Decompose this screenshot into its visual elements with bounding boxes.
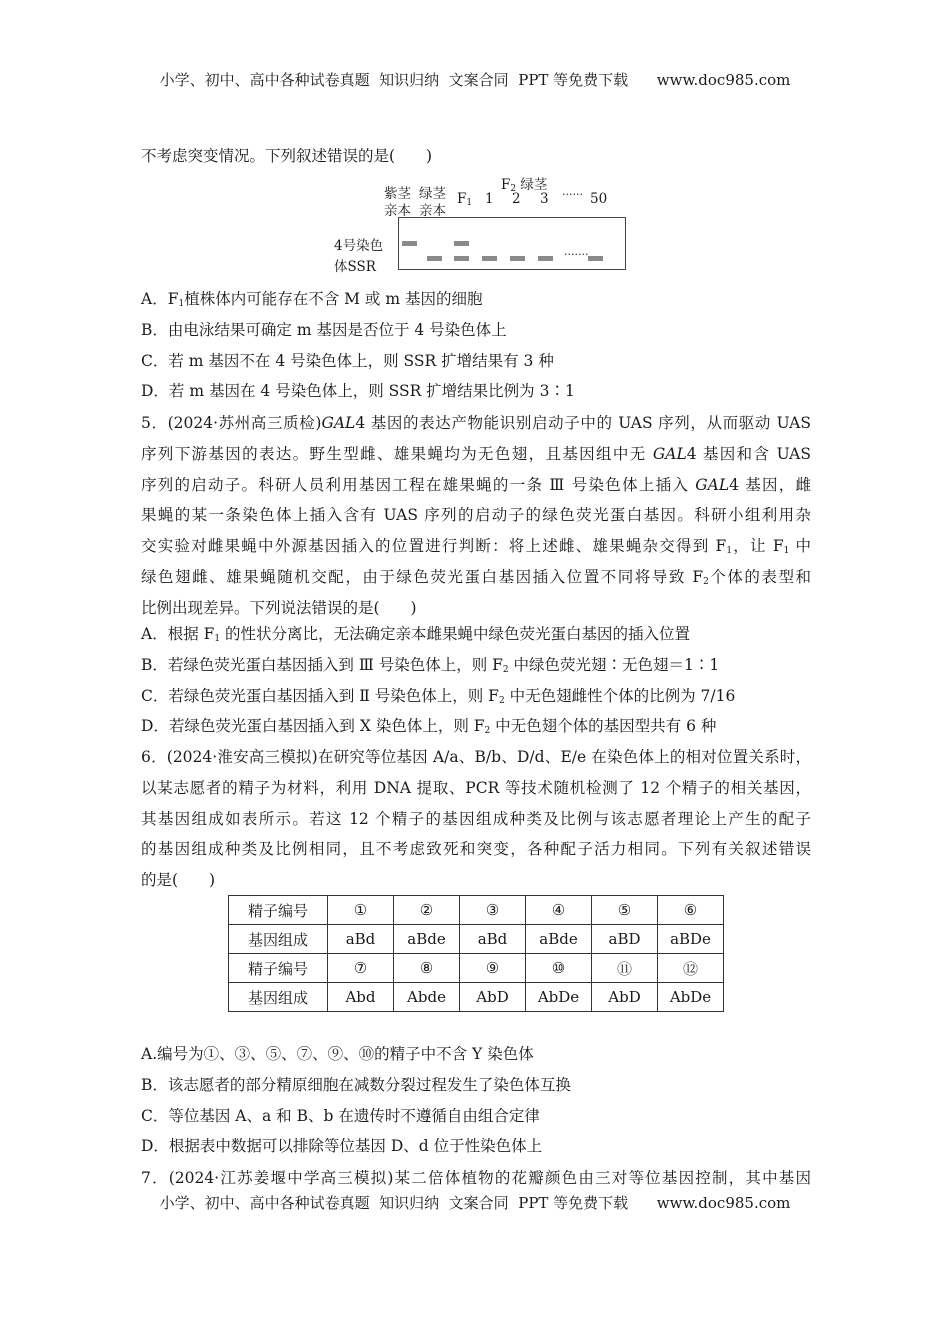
q4-intro-line [141,146,811,166]
table-cell: AbDe [526,983,592,1012]
text: A.编号为①、③、⑤、⑦、⑨、⑩的精子中不含 Y 染色体 [141,1045,534,1063]
subscript: 1 [178,299,185,309]
table-cell: ⑩ [526,954,592,983]
text: 4 基因和含 UAS [686,444,811,463]
text: B．若绿色荧光蛋白基因插入到 Ⅲ 号染色体上，则 F [141,655,503,674]
q5-option-line [141,655,811,675]
table-cell: ⑪ [592,954,658,983]
f2-sub: 2 [510,184,517,194]
text: D．根据表中数据可以排除等位基因 D、d 位于性染色体上 [141,1137,543,1156]
table-cell: ④ [526,896,592,925]
table-cell: aBDe [658,925,724,954]
q4-option-line [141,381,811,401]
band-f2-1 [482,256,497,261]
table-cell: Abde [394,983,460,1012]
table-cell: AbDe [658,983,724,1012]
subscript: 2 [498,695,505,706]
lane-label-3: 3 [540,191,549,207]
text: 不考虑突变情况。下列叙述错误的是( ) [141,147,433,165]
q4-option-line [141,351,811,371]
table-cell: aBde [526,925,592,954]
text: 中绿色荧光翅∶无色翅＝1∶1 [508,655,720,674]
table-cell: ① [328,896,394,925]
q5-option-line [141,716,811,736]
text: 的性状分离比，无法确定亲本雌果蝇中绿色荧光蛋白基因的插入位置 [220,625,691,643]
text: 的是( ) [141,871,216,890]
row-header: 基因组成 [229,983,328,1012]
q6-option-line [141,1075,811,1095]
table-cell: ② [394,896,460,925]
gel-frame [398,217,626,270]
q6-option-line [141,1136,811,1156]
f1-letter: F [457,191,467,207]
f2-letter: F [501,177,511,193]
table-row [229,925,724,954]
sperm-gene-table [228,895,724,1012]
q6-stem-line [141,809,811,829]
text: 交实验对雌果蝇中外源基因插入的位置进行判断：将上述雌、雄果蝇杂交得到 F [141,537,727,556]
q5-stem-line [141,475,811,495]
text: 个体的表型和 [708,568,811,586]
lane-label-f1 [457,191,472,207]
page-header: 小学、初中、高中各种试卷真题 知识归纳 文案合同 PPT 等免费下载 www.doc985.com [159,71,791,89]
band-f2-3 [538,256,553,261]
lane-label-dots: ······ [562,188,583,201]
lane-label-1: 1 [485,191,494,207]
text: A．F [141,290,179,308]
table-row [229,983,724,1012]
italic-gene-name: GAL [652,444,687,463]
table-cell: ⑥ [658,896,724,925]
table-cell: ⑤ [592,896,658,925]
lane-label-green: 绿茎 [419,186,446,202]
q5-stem-line [141,413,811,433]
band-dots: ······· [564,248,589,261]
text: 中无色翅个体的基因型共有 6 种 [490,717,717,736]
table-row [229,896,724,925]
q5-option-line [141,686,811,706]
subscript: 2 [484,726,491,737]
row-label-1: 4号染色 [334,238,384,254]
subscript: 1 [783,546,790,557]
table-cell: aBd [460,925,526,954]
table-row [229,954,724,983]
table-cell: aBD [592,925,658,954]
text: 的基因组成种类及比例相同，且不考虑致死和突变，各种配子活力相同。下列有关叙述错误 [141,840,811,859]
text: 植株体内可能存在不含 M 或 m 基因的细胞 [184,290,483,308]
band-f2-2 [510,256,525,261]
text: 6．(2024·淮安高三模拟)在研究等位基因 A/a、B/b、D/d、E/e 在染色体上的相对位置关系时， [141,748,811,766]
f1-sub: 1 [466,198,473,208]
subscript: 2 [703,577,709,587]
page-footer: 小学、初中、高中各种试卷真题 知识归纳 文案合同 PPT 等免费下载 www.doc985.com [159,1194,791,1212]
text: D．若 m 基因在 4 号染色体上，则 SSR 扩增结果比例为 3∶1 [141,382,575,401]
row-header: 精子编号 [229,954,328,983]
text: C．若 m 基因不在 4 号染色体上，则 SSR 扩增结果有 3 种 [141,351,554,370]
q4-option-line [141,320,811,340]
lane-label-purple-parent: 亲本 [384,203,411,219]
table-cell: AbD [592,983,658,1012]
subscript: 1 [214,634,221,644]
q6-stem-line [141,839,811,859]
text: 序列的启动子。科研人员利用基因工程在雄果蝇的一条 Ⅲ 号染色体上插入 [141,475,696,494]
subscript: 2 [502,664,509,675]
table-cell: Abd [328,983,394,1012]
text: 其基因组成如表所示。若这 12 个精子的基因组成种类及比例与该志愿者理论上产生的配子 [141,809,811,828]
table-cell: ⑨ [460,954,526,983]
f2-title [501,173,547,193]
band-purple-upper [402,241,417,246]
text: C．若绿色荧光蛋白基因插入到 Ⅱ 号染色体上，则 F [141,686,499,705]
row-label-2: 体SSR [334,259,376,275]
text: 序列下游基因的表达。野生型雌、雄果蝇均为无色翅，且基因组中无 [141,444,653,463]
q5-stem-line [141,444,811,464]
band-f1-lower [454,256,469,261]
text: D．若绿色荧光蛋白基因插入到 X 染色体上，则 F [141,717,485,736]
table-cell: AbD [460,983,526,1012]
lane-label-2: 2 [512,191,521,207]
lane-label-purple: 紫茎 [384,186,411,202]
q5-stem-line [141,598,811,618]
subscript: 1 [726,546,733,557]
table-cell: ⑧ [394,954,460,983]
text: 4 基因，雌 [729,475,811,494]
text: 5．(2024·苏州高三质检) [141,414,322,432]
text: 以某志愿者的精子为材料，利用 DNA 提取、PCR 等技术随机检测了 12 个精子的相关基因， [141,778,811,797]
q5-stem-line [141,567,811,587]
lane-label-50: 50 [590,191,608,207]
lane-label-green-parent: 亲本 [419,203,446,219]
row-header: 基因组成 [229,925,328,954]
text: 7．(2024·江苏姜堰中学高三模拟)某二倍体植物的花瓣颜色由三对等位基因控制，其中基因 [141,1169,811,1187]
text: ，让 F [732,537,784,556]
text: 果蝇的某一条染色体上插入含有 UAS 序列的启动子的绿色荧光蛋白基因。科研小组利用杂 [141,506,811,525]
text: C．等位基因 A、a 和 B、b 在遗传时不遵循自由组合定律 [141,1106,540,1125]
q5-stem-line [141,505,811,525]
text: 比例出现差异。下列说法错误的是( ) [141,598,417,617]
text: 4 基因的表达产物能识别启动子中的 UAS 序列，从而驱动 UAS [355,414,811,432]
band-green-lower [427,256,442,261]
q6-stem-line [141,747,811,767]
band-f1-upper [454,241,469,246]
q4-option-line [141,289,811,309]
italic-gene-name: GAL [321,414,356,432]
text: B．该志愿者的部分精原细胞在减数分裂过程发生了染色体互换 [141,1075,571,1094]
row-header: 精子编号 [229,896,328,925]
electrophoresis-diagram [330,170,630,275]
italic-gene-name: GAL [695,475,730,494]
text: 中无色翅雌性个体的比例为 7/16 [504,686,736,705]
q6-stem-line [141,870,811,890]
q5-stem-line [141,536,811,556]
text: 绿色翅雌、雄果蝇随机交配，由于绿色荧光蛋白基因插入位置不同将导致 F [141,568,704,586]
band-f2-50 [588,256,603,261]
q5-option-line [141,624,811,644]
f2-rest: 绿茎 [516,177,548,193]
table-cell: ⑦ [328,954,394,983]
q6-option-line [141,1044,811,1064]
table-cell: ③ [460,896,526,925]
text: A．根据 F [141,625,215,643]
table-cell: aBd [328,925,394,954]
table-cell: ⑫ [658,954,724,983]
table-cell: aBde [394,925,460,954]
text: B．由电泳结果可确定 m 基因是否位于 4 号染色体上 [141,320,507,339]
text: 中 [789,537,811,556]
q7-stem-line [141,1168,811,1188]
q6-stem-line [141,778,811,798]
q6-option-line [141,1106,811,1126]
